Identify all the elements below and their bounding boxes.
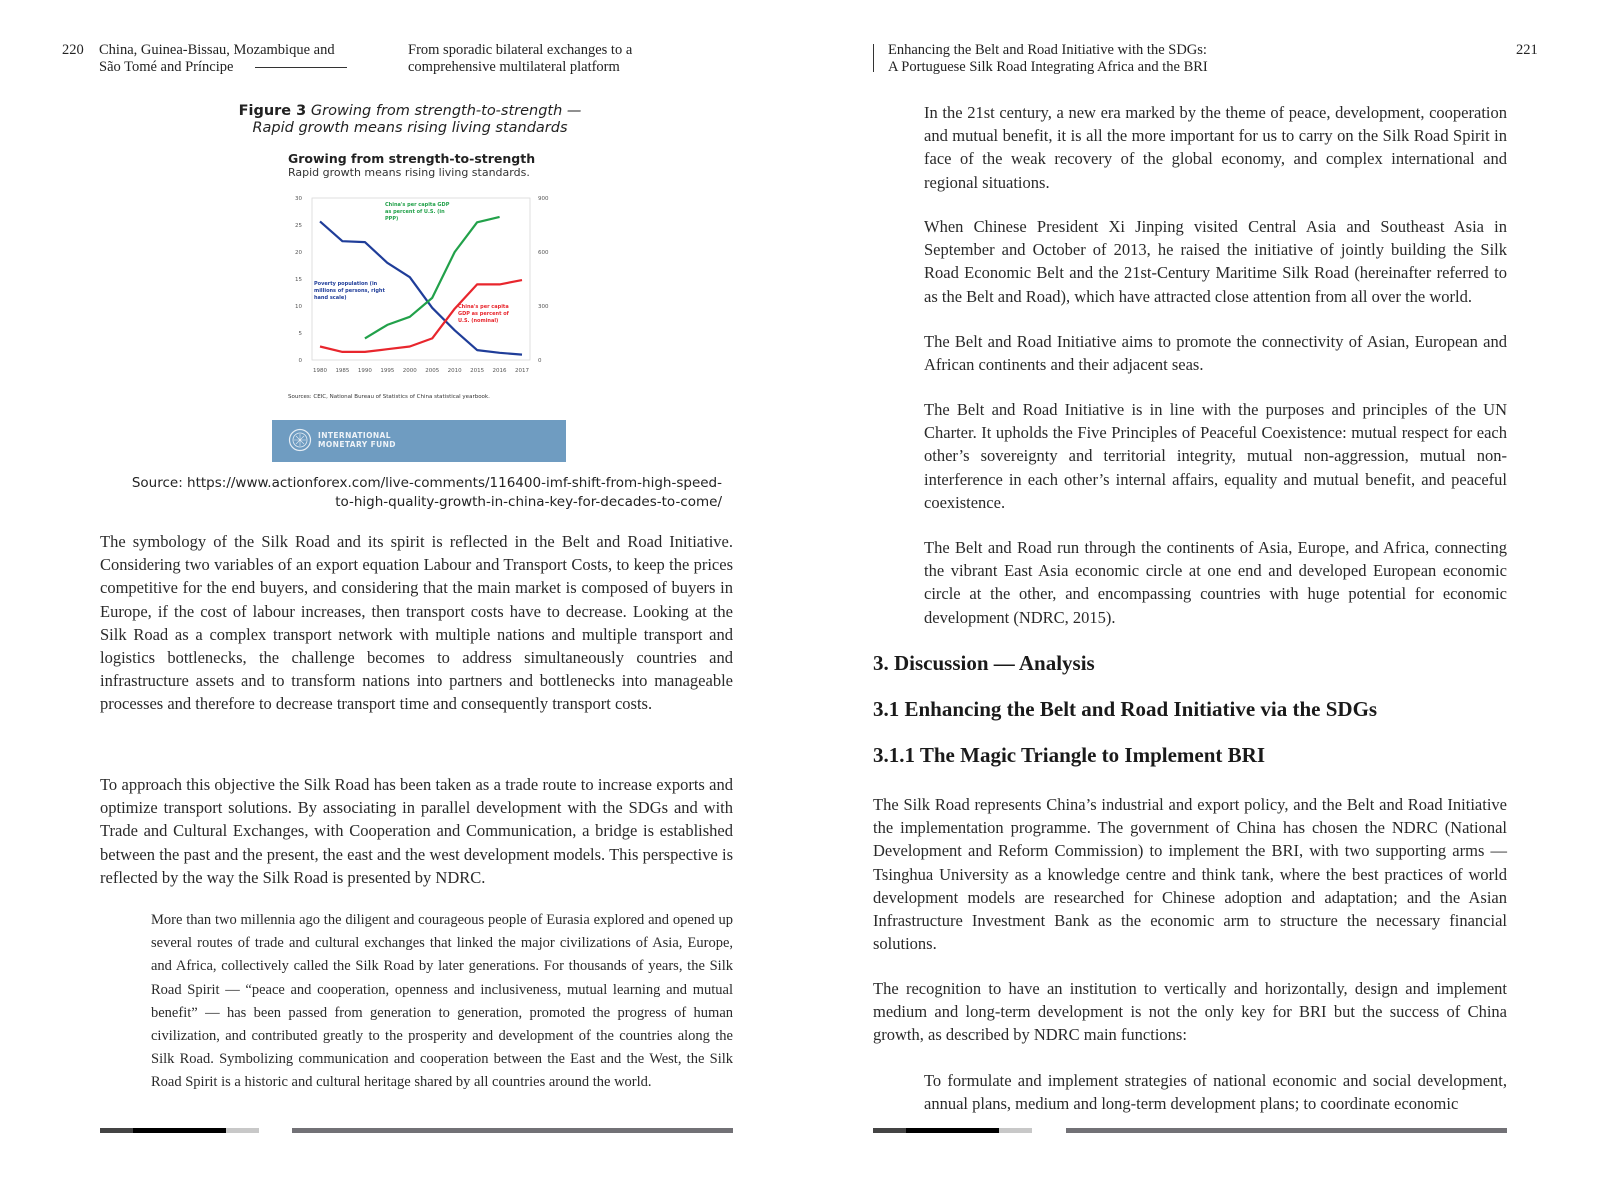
- imf-banner-line1: INTERNATIONAL: [318, 431, 391, 440]
- page-number-right: 221: [1516, 42, 1538, 58]
- line-chart: [280, 190, 550, 380]
- running-head-line: Enhancing the Belt and Road Initiative with the SDGs:: [888, 42, 1207, 58]
- running-head-left-title: [99, 42, 359, 76]
- figure-source: [100, 474, 722, 512]
- chart-annotation: China's per capita GDP: [385, 202, 450, 208]
- block-quote: More than two millennia ago the diligent and courageous people of Eurasia explored and opened up several routes of trade and cultural exchanges that linked the major civilizations of Asia, Europe, and Africa, collectively called the Silk Road by later generations. For thousands of years, the Silk Road Spirit — “peace and cooperation, openness and inclusiveness, mutual learning and mutual benefit” — has been passed from generation to generation, promoted the progress of human civilization, and contributed greatly to the prosperity and development of the countries along the Silk Road. Symbolizing communication and cooperation between the East and the West, the Silk Road Spirit is a historic and cultural heritage shared by all countries around the world.: [151, 912, 733, 1091]
- footer-bar-segment: [226, 1128, 259, 1133]
- y-right-tick-label: 600: [538, 250, 549, 256]
- x-tick-label: 2000: [402, 368, 417, 374]
- y-left-tick-label: 0: [298, 358, 302, 364]
- running-head-line: From sporadic bilateral exchanges to a: [408, 42, 633, 58]
- subsection-heading: 3.1 Enhancing the Belt and Road Initiative via the SDGs: [873, 697, 1378, 721]
- indented-quote-paragraph: In the 21st century, a new era marked by the theme of peace, development, cooperation and mutual benefit, it is all the more important for us to carry on the Silk Road Spirit in face of the weak recovery of the global economy, and complex international and regional situations.: [924, 103, 1507, 192]
- running-head-left-subtitle: [408, 42, 708, 76]
- y-left-tick-label: 15: [295, 277, 302, 283]
- x-tick-label: 2010: [447, 368, 462, 374]
- x-tick-label: 2016: [492, 368, 507, 374]
- chart-subtitle: Rapid growth means rising living standards.: [288, 166, 530, 179]
- chart-source: Sources: CEIC, National Bureau of Statistics of China statistical yearbook.: [288, 394, 490, 400]
- chart-annotation: U.S. (nominal): [458, 318, 499, 324]
- figure-source-line1: Source: https://www.actionforex.com/live-comments/116400-imf-shift-from-high-speed-: [131, 475, 722, 491]
- footer-bar-segment: [906, 1128, 999, 1133]
- body-paragraph: The recognition to have an institution to vertically and horizontally, design and implement medium and long-term development is not the only key for BRI but the success of China growth, as described by NDRC main functions:: [873, 979, 1507, 1045]
- y-left-tick-label: 30: [295, 196, 302, 202]
- footer-bar-segment: [999, 1128, 1032, 1133]
- x-tick-label: 2005: [425, 368, 440, 374]
- footer-bar-long: [292, 1128, 733, 1133]
- figure-source-line2: to-high-quality-growth-in-china-key-for-decades-to-come/: [335, 494, 722, 510]
- page-number-left: 220: [62, 42, 84, 58]
- footer-bar-segment: [873, 1128, 906, 1133]
- footer-bar-segment: [100, 1128, 133, 1133]
- running-head-line: A Portuguese Silk Road Integrating Africa and the BRI: [888, 59, 1208, 75]
- imf-seal-icon: [288, 428, 312, 452]
- x-tick-label: 1990: [357, 368, 372, 374]
- plot-frame: [312, 198, 530, 360]
- y-right-tick-label: 0: [538, 358, 542, 364]
- y-right-tick-label: 900: [538, 196, 549, 202]
- x-tick-label: 2015: [470, 368, 485, 374]
- running-head-vertical-rule: [873, 44, 874, 72]
- x-tick-label: 1980: [313, 368, 327, 374]
- chart-annotation: GDP as percent of: [458, 311, 509, 317]
- y-left-tick-label: 10: [295, 304, 302, 310]
- chart-annotation: China's per capita: [458, 304, 509, 310]
- chart-annotation: millions of persons, right: [314, 288, 385, 294]
- running-head-line: São Tomé and Príncipe: [99, 59, 234, 75]
- imf-banner: [272, 420, 566, 462]
- y-left-tick-label: 20: [295, 250, 302, 256]
- chart-title: Growing from strength-to-strength: [288, 151, 536, 166]
- body-paragraph: To approach this objective the Silk Road has been taken as a trade route to increase exports and optimize transport solutions. By associating in parallel development with the SDGs and with Trade and Cultural Exchanges, with Cooperation and Communication, a bridge is established between the past and the present, the east and the west development models. This perspective is reflected by the way the Silk Road is presented by NDRC.: [100, 775, 733, 887]
- chart-annotation: as percent of U.S. (in: [385, 209, 445, 215]
- x-tick-label: 2017: [515, 368, 529, 374]
- figure-caption-line1: Growing from strength-to-strength —: [310, 103, 582, 119]
- section-heading: 3. Discussion — Analysis: [873, 651, 1095, 675]
- body-paragraph: The Silk Road represents China’s industrial and export policy, and the Belt and Road Initiative the implementation programme. The government of China has chosen the NDRC (National Development and Reform Commission) to implement the BRI, with two supporting arms — Tsinghua University as a knowledge centre and think tank, where the best practices of world development models are researched for Chinese adoption and adaptation; and the Asian Infrastructure Investment Bank as the economic arm to structure the necessary financial solutions.: [873, 795, 1507, 954]
- imf-banner-text: [318, 431, 396, 449]
- y-left-tick-label: 25: [295, 223, 302, 229]
- y-left-tick-label: 5: [298, 331, 302, 337]
- indented-quote-paragraph: When Chinese President Xi Jinping visited Central Asia and Southeast Asia in September and October of 2013, he raised the initiative of jointly building the Silk Road Economic Belt and the 21st-Century Maritime Silk Road (hereinafter referred to as the Belt and Road), which have attracted close attention from all over the world.: [924, 217, 1507, 306]
- chart-annotation: PPP): [385, 216, 399, 222]
- running-head-right: [888, 42, 1288, 76]
- indented-quote-paragraph: The Belt and Road Initiative is in line with the purposes and principles of the UN Charter. It upholds the Five Principles of Peaceful Coexistence: mutual respect for each other’s sovereignty and territorial integrity, mutual non-aggression, mutual non-interference in each other’s internal affairs, equality and mutual benefit, and peaceful coexistence.: [924, 400, 1507, 512]
- y-right-tick-label: 300: [538, 304, 549, 310]
- x-tick-label: 1985: [335, 368, 350, 374]
- subsubsection-heading: 3.1.1 The Magic Triangle to Implement BRI: [873, 743, 1265, 767]
- figure-label: Figure 3: [238, 103, 307, 119]
- imf-banner-line2: MONETARY FUND: [318, 440, 396, 449]
- chart-annotation: Poverty population (in: [314, 281, 378, 287]
- x-tick-label: 1995: [380, 368, 395, 374]
- running-head-line: China, Guinea-Bissau, Mozambique and: [99, 42, 335, 58]
- chart-annotation: hand scale): [314, 295, 347, 301]
- running-head-rule: [255, 67, 347, 68]
- footer-bar-segment: [133, 1128, 226, 1133]
- footer-bar-long: [1066, 1128, 1507, 1133]
- figure-caption-line2: Rapid growth means rising living standards: [252, 120, 568, 136]
- chart-header: [288, 151, 535, 179]
- body-paragraph: The symbology of the Silk Road and its spirit is reflected in the Belt and Road Initiative. Considering two variables of an export equation Labour and Transport Costs, to keep the prices competitive for the end buyers, and considering that the main market is composed of buyers in Europe, if the cost of labour increases, then transport costs have to decrease. Looking at the Silk Road as a complex transport network with multiple nations and multiple transport and logistics bottlenecks, the challenge becomes to address simultaneously countries and infrastructure assets and to transform nations into partners and bottlenecks into manageable processes and therefore to decrease transport time and consequently transport costs.: [100, 532, 733, 714]
- indented-quote-paragraph: The Belt and Road run through the continents of Asia, Europe, and Africa, connecting the vibrant East Asia economic circle at one end and developed European economic circle at the other, and encompassing countries with huge potential for economic development (NDRC, 2015).: [924, 538, 1507, 627]
- block-quote: To formulate and implement strategies of national economic and social development, annual plans, medium and long-term development plans; to coordinate economic: [924, 1071, 1507, 1114]
- figure-caption: [235, 103, 585, 137]
- running-head-line: comprehensive multilateral platform: [408, 59, 620, 75]
- indented-quote-paragraph: The Belt and Road Initiative aims to promote the connectivity of Asian, European and African continents and their adjacent seas.: [924, 332, 1507, 375]
